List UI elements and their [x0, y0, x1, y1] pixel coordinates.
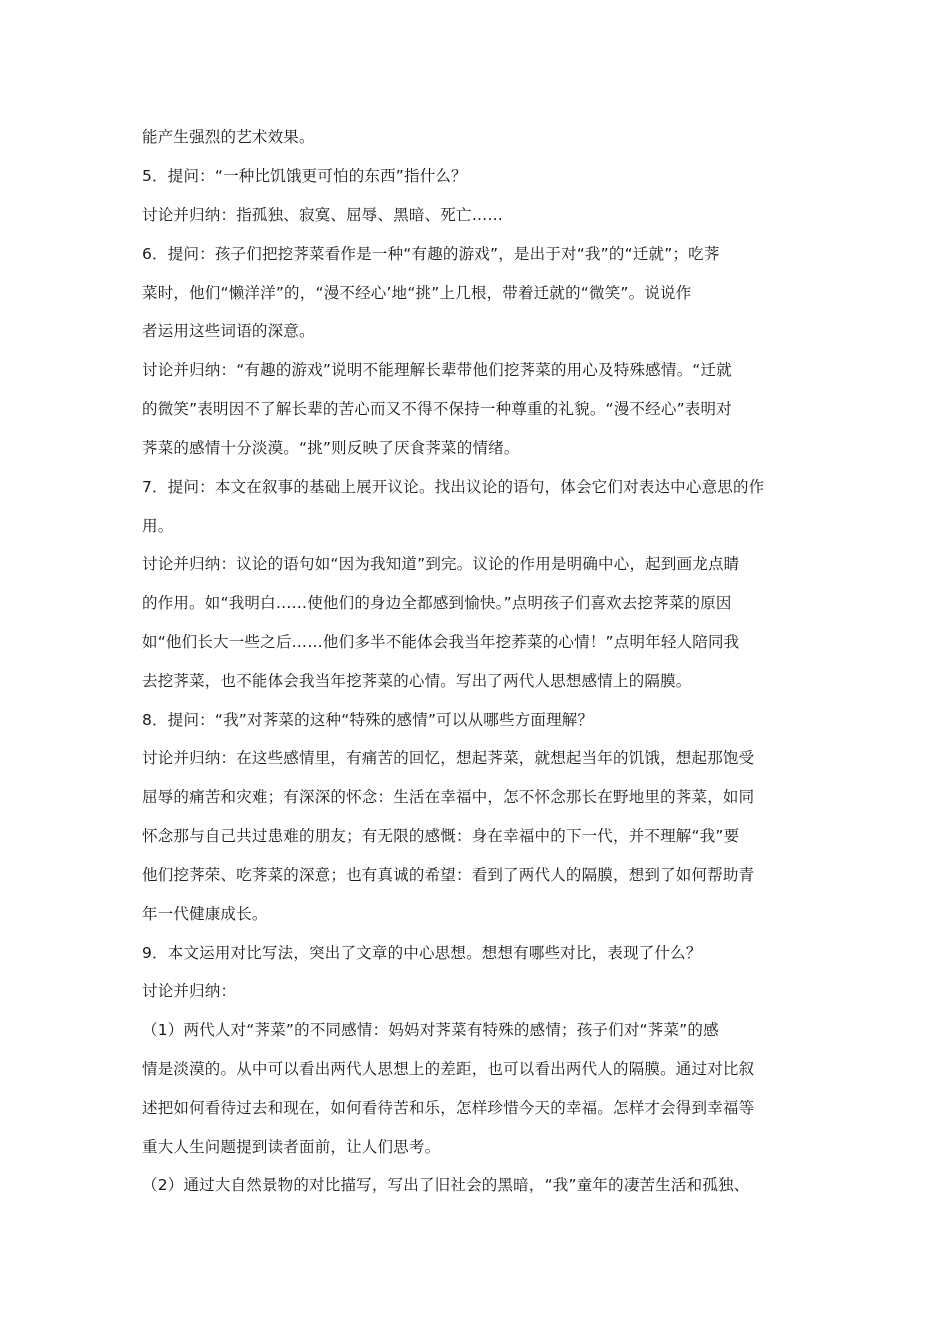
text-line: 讨论并归纳：议论的语句如“因为我知道”到完。议论的作用是明确中心，起到画龙点睛 [142, 555, 740, 573]
text-line: 重大人生问题提到读者面前，让人们思考。 [142, 1138, 441, 1156]
text-line: 讨论并归纳： [142, 982, 237, 1000]
text-line: 的作用。如“我明白……使他们的身边全都感到愉快。”点明孩子们喜欢去挖荠菜的原因 [142, 594, 732, 612]
text-line: 能产生强烈的艺术效果。 [142, 128, 315, 146]
text-line: 6．提问：孩子们把挖荠菜看作是一种“有趣的游戏”，是出于对“我”的“迁就”；吃荠 [142, 245, 720, 263]
text-line: 5．提问：“一种比饥饿更可怕的东西”指什么？ [142, 167, 467, 185]
text-line: 者运用这些词语的深意。 [142, 322, 315, 340]
text-line: 述把如何看待过去和现在，如何看待苦和乐，怎样珍惜今天的幸福。怎样才会得到幸福等 [142, 1099, 755, 1117]
text-line: 7．提问：本文在叙事的基础上展开议论。找出议论的语句，体会它们对表达中心意思的作 [142, 478, 765, 496]
text-line: 他们挖荠荣、吃荠菜的深意；也有真诚的希望：看到了两代人的隔膜，想到了如何帮助青 [142, 866, 755, 884]
text-line: 年一代健康成长。 [142, 905, 268, 923]
text-line: 去挖荠菜，也不能体会我当年挖荠菜的心情。写出了两代人思想感情上的隔膜。 [142, 672, 692, 690]
text-line: 9．本文运用对比写法，突出了文章的中心思想。想想有哪些对比，表现了什么？ [142, 944, 702, 962]
text-line: 情是淡漠的。从中可以看出两代人思想上的差距，也可以看出两代人的隔膜。通过对比叙 [142, 1060, 755, 1078]
text-line: 讨论并归纳：在这些感情里，有痛苦的回忆，想起荠菜，就想起当年的饥饿，想起那饱受 [142, 749, 755, 767]
text-line: 8．提问：“我”对荠菜的这种“特殊的感情”可以从哪些方面理解？ [142, 711, 594, 729]
text-line: （1）两代人对“荠菜”的不同感情：妈妈对荠菜有特殊的感情；孩子们对“荠菜”的感 [142, 1021, 719, 1039]
text-line: 屈辱的痛苦和灾难；有深深的怀念：生活在幸福中，怎不怀念那长在野地里的荠菜，如同 [142, 788, 755, 806]
text-line: 的微笑”表明因不了解长辈的苦心而又不得不保持一种尊重的礼貌。“漫不经心”表明对 [142, 400, 732, 418]
text-line: 讨论并归纳：“有趣的游戏”说明不能理解长辈带他们挖荠菜的用心及特殊感情。“迁就 [142, 361, 732, 379]
text-line: 讨论并归纳：指孤独、寂寞、屈辱、黑暗、死亡…… [142, 206, 504, 224]
text-line: 怀念那与自己共过患难的朋友；有无限的感慨：身在幸福中的下一代，并不理解“我”要 [142, 827, 740, 845]
text-line: （2）通过大自然景物的对比描写，写出了旧社会的黑暗，“我”童年的凄苦生活和孤独、 [142, 1176, 750, 1194]
text-line: 如“他们长大一些之后……他们多半不能体会我当年挖荞菜的心情！”点明年轻人陪同我 [142, 633, 740, 651]
text-line: 用。 [142, 517, 174, 535]
text-line: 荠菜的感情十分淡漠。“挑”则反映了厌食荠菜的情绪。 [142, 439, 520, 457]
text-line: 菜时，他们“懒洋洋”的，“漫不经心’地“挑”上几根，带着迁就的“微笑”。说说作 [142, 284, 692, 302]
